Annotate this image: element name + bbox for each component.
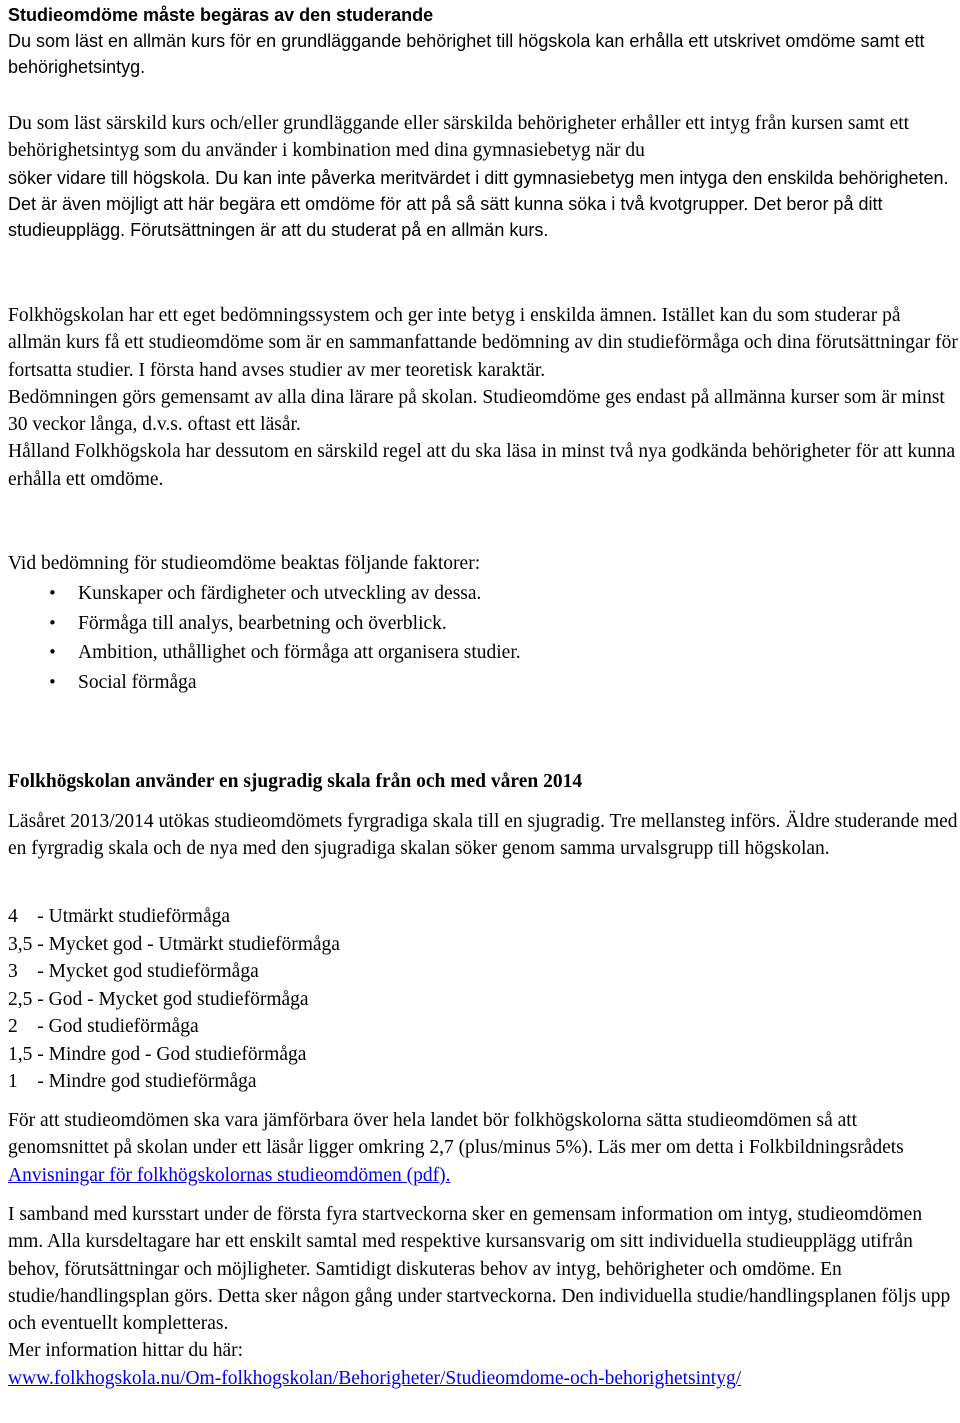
more-info-text: Mer information hittar du här: — [8, 1340, 244, 1362]
bullet-icon: • — [48, 613, 57, 632]
intro-text: Du som läst en allmän kurs för en grundläggande behörighet till högskola kan erhålla ett utskrivet omdöme samt ett behörighetsintyg. — [8, 31, 925, 77]
scale-row: 1,5 - Mindre god - God studieförmåga — [8, 1043, 307, 1065]
intro-section — [8, 2, 958, 80]
scale-list — [8, 903, 958, 1096]
scale-row: 3 - Mycket god studieförmåga — [8, 961, 259, 982]
special-course-text-2a: söker vidare till högskola. — [8, 167, 211, 188]
special-course-text-2 — [8, 165, 958, 191]
assessment-system-text-2: Bedömningen görs gemensamt av alla dina lärare på skolan. Studieomdöme ges endast på allmänna kurser som är minst 30 veckor långa, d.v.s. oftast ett läsår. — [8, 386, 945, 436]
factors-list — [8, 579, 958, 697]
scale-row: 2,5 - God - Mycket god studieförmåga — [8, 988, 309, 1010]
scale-intro: Läsåret 2013/2014 utökas studieomdömets fyrgradiga skala till en sjugradig. Tre mellansteg införs. Äldre studerande med en fyrgradig skala och de nya med den sjugradiga skalan söker genom samma urvalsgrupp till högskolan. — [8, 811, 958, 860]
intro-heading: Studieomdöme måste begäras av den studerande — [8, 5, 434, 25]
info-section — [8, 1201, 958, 1392]
more-info-link[interactable]: www.folkhogskola.nu/Om-folkhogskolan/Behorigheter/Studieomdome-och-behorighetsintyg/ — [8, 1367, 742, 1389]
list-item: • Social förmåga — [8, 668, 958, 698]
factors-section — [8, 550, 958, 697]
list-item: • Förmåga till analys, bearbetning och överblick. — [8, 609, 958, 639]
comparison-section — [8, 1107, 958, 1189]
factors-intro: Vid bedömning för studieomdöme beaktas följande faktorer: — [8, 553, 481, 574]
special-course-text-1: Du som läst särskild kurs och/eller grundläggande eller särskilda behörigheter erhåller ett intyg från kursen samt ett behörighetsintyg som du använder i kombination med dina gymnasiebetyg när du — [8, 113, 910, 162]
scale-row: 3,5 - Mycket god - Utmärkt studieförmåga — [8, 933, 340, 955]
bullet-icon: • — [48, 643, 57, 662]
bullet-icon: • — [48, 584, 57, 603]
assessment-system-section — [8, 302, 958, 493]
list-item: • Ambition, uthållighet och förmåga att organisera studier. — [8, 638, 958, 668]
comparison-text: För att studieomdömen ska vara jämförbara över hela landet bör folkhögskolorna sätta studieomdömen så att genomsnittet på skolan under ett läsår ligger omkring 2,7 (plus/minus 5%). Läs mer om detta i Folkbildningsrådets Anvisningar för folkhögskolornas studieomdömen (pdf). — [8, 1110, 904, 1186]
scale-heading: Folkhögskolan använder en sjugradig skala från och med våren 2014 — [8, 771, 583, 792]
bullet-icon: • — [48, 672, 57, 691]
assessment-system-text-3: Hålland Folkhögskola har dessutom en särskild regel att du ska läsa in minst två nya godkända behörigheter för att kunna erhålla ett omdöme. — [8, 441, 956, 490]
special-course-text-3: Det är även möjligt att här begära ett omdöme för att på så sätt kunna söka i två kvotgrupper. Det beror på ditt studieupplägg. Förutsättningen är att du studerat på en allmän kurs. — [8, 193, 883, 240]
scale-row: 2 - God studieförmåga — [8, 1016, 199, 1037]
special-course-text-2b: Du kan inte påverka meritvärdet i ditt gymnasiebetyg men intyga den enskilda behörigheten. — [210, 167, 949, 188]
special-course-text — [8, 110, 958, 165]
assessment-system-text-1: Folkhögskolan har ett eget bedömningssystem och ger inte betyg i enskilda ämnen. Istället kan du som studerar på allmän kurs få ett studieomdöme som är en sammanfattande bedömning av din studieförmåga och dina förutsättningar för fortsatta studier. I första hand avses studier av mer teoretisk karaktär. — [8, 305, 958, 381]
guidelines-pdf-link[interactable]: Anvisningar för folkhögskolornas studieomdömen (pdf). — [8, 1164, 451, 1186]
scale-row: 4 - Utmärkt studieförmåga — [8, 906, 231, 927]
info-text: I samband med kursstart under de första fyra startveckorna sker en gemensam information om intyg, studieomdömen mm. Alla kursdeltagare har ett enskilt samtal med respektive kursansvarig om sitt individuella studieupplägg utifrån behov, förutsättningar och möjligheter. Samtidigt diskuteras behov av intyg, behörigheter och omdöme. En studie/handlingsplan görs. Detta sker någon gång under startveckorna. Den individuella studie/handlingsplanen följs upp och eventuellt kompletteras. — [8, 1204, 951, 1335]
list-item: • Kunskaper och färdigheter och utveckling av dessa. — [8, 579, 958, 609]
scale-row: 1 - Mindre god studieförmåga — [8, 1071, 257, 1092]
special-course-section — [8, 110, 958, 243]
